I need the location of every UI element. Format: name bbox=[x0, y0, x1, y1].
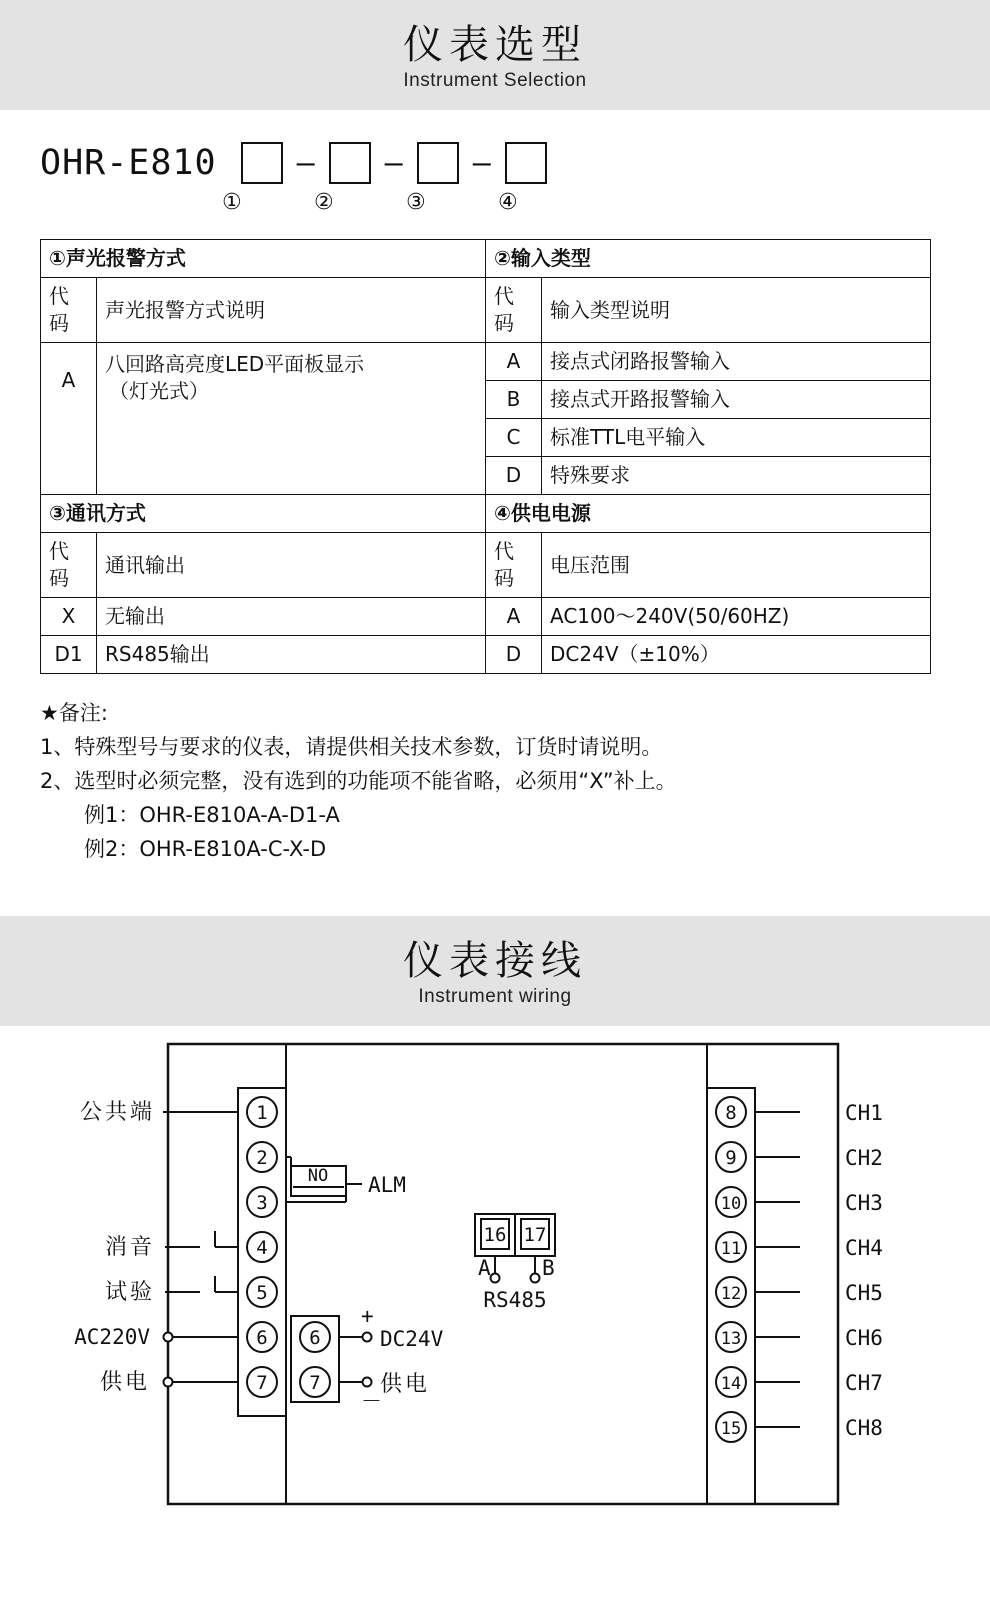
g2-desc-d: 特殊要求 bbox=[542, 457, 931, 495]
label-mute: 消音 bbox=[104, 1235, 155, 1261]
g1-filler-desc-1 bbox=[97, 419, 486, 457]
left-terminals bbox=[247, 1097, 277, 1397]
table-row bbox=[41, 419, 931, 457]
no-label: NO bbox=[307, 1166, 329, 1187]
terminal-2-label: 2 bbox=[256, 1147, 268, 1170]
dc-node-minus bbox=[363, 1378, 372, 1387]
model-slot-4[interactable] bbox=[505, 142, 547, 184]
specification-table bbox=[40, 239, 931, 674]
desc-header-3: 通讯输出 bbox=[97, 533, 486, 598]
g2-code-c: C bbox=[486, 419, 542, 457]
channel-label-2: CH2 bbox=[845, 1146, 883, 1171]
g2-desc-b: 接点式开路报警输入 bbox=[542, 381, 931, 419]
note-example-2: 例2：OHR-E810A-C-X-D bbox=[84, 837, 327, 862]
terminal-15-label: 15 bbox=[720, 1419, 742, 1440]
rs485-block bbox=[475, 1214, 555, 1312]
g3-desc-d1: RS485输出 bbox=[97, 636, 486, 674]
g1-filler-code-1 bbox=[41, 419, 97, 457]
channel-label-5: CH5 bbox=[845, 1281, 883, 1306]
slot-marker-1: ① bbox=[222, 190, 242, 215]
group-title-3: ③通讯方式 bbox=[41, 495, 486, 533]
group-title-2: ②输入类型 bbox=[486, 240, 931, 278]
terminal-5-label: 5 bbox=[256, 1282, 268, 1305]
notes-block bbox=[40, 696, 950, 866]
section-title-en-wiring: Instrument wiring bbox=[418, 986, 572, 1008]
label-test: 试验 bbox=[104, 1280, 155, 1306]
terminal-9-label: 9 bbox=[725, 1147, 737, 1170]
table-row bbox=[41, 636, 931, 674]
channel-label-1: CH1 bbox=[845, 1101, 883, 1126]
table-row bbox=[41, 343, 931, 381]
slot-marker-4: ④ bbox=[498, 190, 518, 215]
terminal-13-label: 13 bbox=[720, 1329, 742, 1350]
g4-desc-d: DC24V（±10%） bbox=[542, 636, 931, 674]
section-header-wiring bbox=[0, 916, 990, 1026]
model-name: OHR-E810 bbox=[40, 143, 217, 183]
rs485-node-b bbox=[531, 1274, 540, 1283]
channel-label-6: CH6 bbox=[845, 1326, 883, 1351]
model-dash-2: — bbox=[384, 145, 403, 181]
wiring-body bbox=[0, 1026, 990, 1526]
g1-filler-code-2 bbox=[41, 457, 97, 495]
model-slot-1[interactable] bbox=[241, 142, 283, 184]
terminal-1-label: 1 bbox=[256, 1102, 268, 1125]
terminal-4-label: 4 bbox=[256, 1237, 268, 1260]
rs485-node-a bbox=[491, 1274, 500, 1283]
terminal-8-label: 8 bbox=[725, 1102, 737, 1125]
table-row bbox=[41, 457, 931, 495]
terminal-14-label: 14 bbox=[720, 1374, 742, 1395]
code-header-1: 代码 bbox=[41, 278, 97, 343]
g2-code-b: B bbox=[486, 381, 542, 419]
g3-desc-x: 无输出 bbox=[97, 598, 486, 636]
section-header-selection bbox=[0, 0, 990, 110]
alm-label: ALM bbox=[368, 1173, 406, 1198]
section-title-cn-wiring: 仪表接线 bbox=[403, 938, 587, 985]
section-title-cn: 仪表选型 bbox=[403, 22, 587, 68]
dc-terminal-7-label: 7 bbox=[309, 1372, 321, 1395]
channel-label-3: CH3 bbox=[845, 1191, 883, 1216]
g4-code-a: A bbox=[486, 598, 542, 636]
terminal-3-label: 3 bbox=[256, 1192, 268, 1215]
model-dash-3: — bbox=[472, 145, 491, 181]
desc-header-4: 电压范围 bbox=[542, 533, 931, 598]
slot-marker-3: ③ bbox=[406, 190, 426, 215]
dc-terminal-block bbox=[291, 1304, 444, 1413]
terminal-11-label: 11 bbox=[720, 1239, 742, 1260]
channel-label-4: CH4 bbox=[845, 1236, 883, 1261]
group-title-1: ①声光报警方式 bbox=[41, 240, 486, 278]
terminal-6-label: 6 bbox=[256, 1327, 268, 1350]
desc-header-1: 声光报警方式说明 bbox=[97, 278, 486, 343]
dc-plus-sign: + bbox=[361, 1304, 374, 1329]
g1-desc-line2: （灯光式） bbox=[109, 379, 209, 403]
section-title-en: Instrument Selection bbox=[403, 70, 587, 91]
g2-desc-a: 接点式闭路报警输入 bbox=[542, 343, 931, 381]
terminal-10-label: 10 bbox=[720, 1194, 742, 1215]
dc-power-label-1: DC24V bbox=[380, 1327, 444, 1352]
table-row bbox=[41, 278, 931, 343]
g1-code-a: A bbox=[41, 343, 97, 419]
wiring-diagram bbox=[0, 1026, 990, 1526]
g2-code-d: D bbox=[486, 457, 542, 495]
table-row bbox=[41, 533, 931, 598]
note-item-2: 2、选型时必须完整，没有选到的功能项不能省略，必须用“X”补上。 bbox=[40, 769, 677, 794]
model-dash-1: — bbox=[296, 145, 315, 181]
dc-minus-sign: － bbox=[361, 1389, 382, 1414]
group-title-4: ④供电电源 bbox=[486, 495, 931, 533]
rs485-label-a: A bbox=[478, 1256, 491, 1281]
code-header-4: 代码 bbox=[486, 533, 542, 598]
g2-desc-c: 标准TTL电平输入 bbox=[542, 419, 931, 457]
right-terminals bbox=[716, 1097, 883, 1442]
model-slot-3[interactable] bbox=[417, 142, 459, 184]
ac-node-l bbox=[164, 1333, 173, 1342]
label-ac-power-1: AC220V bbox=[74, 1325, 150, 1350]
g1-desc-line1: 八回路高亮度LED平面板显示 bbox=[105, 352, 365, 376]
selection-body bbox=[0, 110, 990, 892]
terminal-7-label: 7 bbox=[256, 1372, 268, 1395]
rs485-terminal-16-label: 16 bbox=[483, 1224, 507, 1247]
rs485-terminal-17-label: 17 bbox=[523, 1224, 547, 1247]
note-item-1: 1、特殊型号与要求的仪表，请提供相关技术参数，订货时请说明。 bbox=[40, 735, 663, 760]
g2-code-a: A bbox=[486, 343, 542, 381]
g1-filler-desc-2 bbox=[97, 457, 486, 495]
label-ac-power-2: 供电 bbox=[99, 1370, 150, 1396]
slot-marker-2: ② bbox=[314, 190, 334, 215]
g3-code-d1: D1 bbox=[41, 636, 97, 674]
model-code-row bbox=[40, 142, 950, 184]
model-slot-2[interactable] bbox=[329, 142, 371, 184]
notes-heading: ★备注: bbox=[40, 701, 108, 725]
dc-power-label-2: 供电 bbox=[380, 1372, 431, 1398]
g3-code-x: X bbox=[41, 598, 97, 636]
dc-node-plus bbox=[363, 1333, 372, 1342]
g4-desc-a: AC100～240V(50/60HZ) bbox=[542, 598, 931, 636]
terminal-12-label: 12 bbox=[720, 1284, 742, 1305]
model-slot-markers bbox=[40, 190, 950, 215]
code-header-3: 代码 bbox=[41, 533, 97, 598]
code-header-2: 代码 bbox=[486, 278, 542, 343]
table-row bbox=[41, 240, 931, 278]
channel-label-8: CH8 bbox=[845, 1416, 883, 1441]
dc-terminal-6-label: 6 bbox=[309, 1327, 321, 1350]
table-row bbox=[41, 598, 931, 636]
channel-label-7: CH7 bbox=[845, 1371, 883, 1396]
table-row bbox=[41, 495, 931, 533]
ac-node-n bbox=[164, 1378, 173, 1387]
rs485-label: RS485 bbox=[483, 1288, 547, 1313]
rs485-label-b: B bbox=[542, 1256, 555, 1281]
g4-code-d: D bbox=[486, 636, 542, 674]
note-example-1: 例1：OHR-E810A-A-D1-A bbox=[84, 803, 340, 828]
label-common-terminal: 公共端 bbox=[79, 1100, 155, 1126]
no-alm-contact bbox=[286, 1157, 406, 1202]
desc-header-2: 输入类型说明 bbox=[542, 278, 931, 343]
